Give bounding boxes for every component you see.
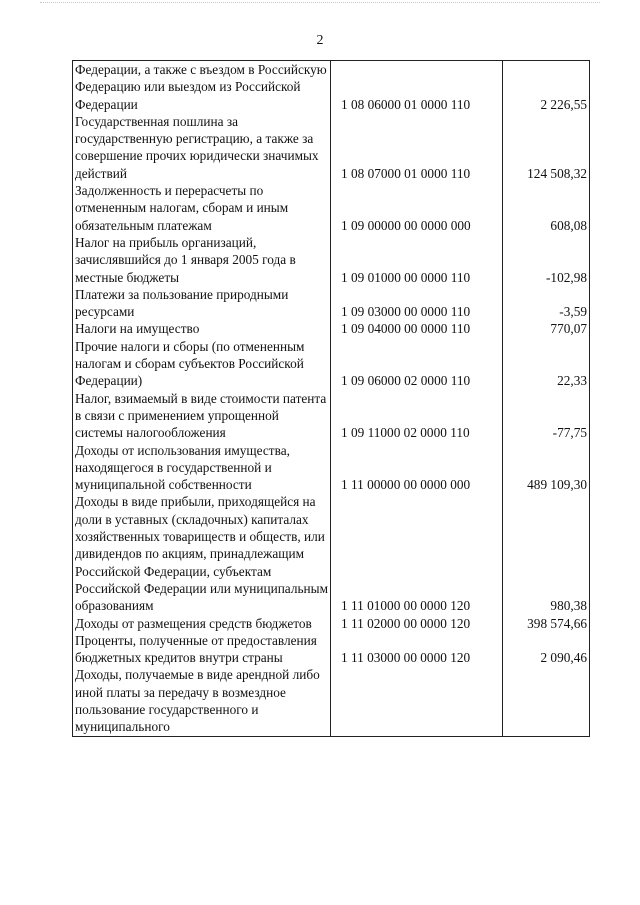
amount-cell: -3,59 bbox=[503, 286, 590, 321]
amount-cell: 489 109,30 bbox=[503, 442, 590, 494]
amount-cell bbox=[503, 666, 590, 736]
scan-artifact-line bbox=[40, 2, 600, 6]
amount-cell: -102,98 bbox=[503, 234, 590, 286]
table-row bbox=[73, 493, 590, 614]
budget-code-cell: 1 09 01000 00 0000 110 bbox=[331, 234, 503, 286]
amount-cell: 2 226,55 bbox=[503, 61, 590, 113]
revenue-name-cell: Доходы от размещения средств бюджетов bbox=[73, 615, 331, 632]
revenue-name-cell: Налог, взимаемый в виде стоимости патента в связи с применением упрощенной системы налогообложения bbox=[73, 390, 331, 442]
table-row bbox=[73, 113, 590, 182]
amount-cell: 124 508,32 bbox=[503, 113, 590, 182]
revenue-table-body bbox=[73, 61, 590, 737]
budget-code-cell: 1 09 03000 00 0000 110 bbox=[331, 286, 503, 321]
revenue-name-cell: Налоги на имущество bbox=[73, 320, 331, 337]
amount-cell: 608,08 bbox=[503, 182, 590, 234]
budget-code-cell: 1 11 01000 00 0000 120 bbox=[331, 493, 503, 614]
budget-code-cell: 1 08 07000 01 0000 110 bbox=[331, 113, 503, 182]
revenue-name-cell: Налог на прибыль организаций, зачислявшийся до 1 января 2005 года в местные бюджеты bbox=[73, 234, 331, 286]
table-row bbox=[73, 632, 590, 667]
revenue-name-cell: Государственная пошлина за государственную регистрацию, а также за совершение прочих юридически значимых действий bbox=[73, 113, 331, 182]
table-row bbox=[73, 666, 590, 736]
table-row bbox=[73, 286, 590, 321]
table-row bbox=[73, 320, 590, 337]
table-row bbox=[73, 390, 590, 442]
revenue-name-cell: Прочие налоги и сборы (по отмененным налогам и сборам субъектов Российской Федерации) bbox=[73, 338, 331, 390]
table-row bbox=[73, 338, 590, 390]
amount-cell: 770,07 bbox=[503, 320, 590, 337]
budget-code-cell: 1 11 03000 00 0000 120 bbox=[331, 632, 503, 667]
amount-cell: 22,33 bbox=[503, 338, 590, 390]
revenue-name-cell: Доходы в виде прибыли, приходящейся на доли в уставных (складочных) капиталах хозяйственных товариществ и обществ, или дивидендов по акциям, принадлежащим Российской Федерации, субъектам Российской Федерации или муниципальным образованиям bbox=[73, 493, 331, 614]
table-row bbox=[73, 234, 590, 286]
budget-code-cell: 1 09 00000 00 0000 000 bbox=[331, 182, 503, 234]
table-row bbox=[73, 182, 590, 234]
table-row bbox=[73, 615, 590, 632]
revenue-name-cell: Доходы от использования имущества, находящегося в государственной и муниципальной собственности bbox=[73, 442, 331, 494]
revenue-name-cell: Задолженность и перерасчеты по отмененным налогам, сборам и иным обязательным платежам bbox=[73, 182, 331, 234]
revenue-name-cell: Федерации, а также с въездом в Российскую Федерацию или выездом из Российской Федерации bbox=[73, 61, 331, 113]
revenue-name-cell: Проценты, полученные от предоставления бюджетных кредитов внутри страны bbox=[73, 632, 331, 667]
budget-code-cell: 1 11 02000 00 0000 120 bbox=[331, 615, 503, 632]
budget-code-cell: 1 09 04000 00 0000 110 bbox=[331, 320, 503, 337]
table-row bbox=[73, 442, 590, 494]
revenue-table bbox=[72, 60, 590, 737]
amount-cell: -77,75 bbox=[503, 390, 590, 442]
revenue-name-cell: Платежи за пользование природными ресурсами bbox=[73, 286, 331, 321]
budget-code-cell bbox=[331, 666, 503, 736]
revenue-name-cell: Доходы, получаемые в виде арендной либо иной платы за передачу в возмездное пользование государственного и муниципального bbox=[73, 666, 331, 736]
amount-cell: 2 090,46 bbox=[503, 632, 590, 667]
budget-code-cell: 1 11 00000 00 0000 000 bbox=[331, 442, 503, 494]
table-row bbox=[73, 61, 590, 113]
budget-code-cell: 1 08 06000 01 0000 110 bbox=[331, 61, 503, 113]
page-number: 2 bbox=[316, 33, 324, 48]
amount-cell: 980,38 bbox=[503, 493, 590, 614]
budget-code-cell: 1 09 11000 02 0000 110 bbox=[331, 390, 503, 442]
budget-code-cell: 1 09 06000 02 0000 110 bbox=[331, 338, 503, 390]
amount-cell: 398 574,66 bbox=[503, 615, 590, 632]
